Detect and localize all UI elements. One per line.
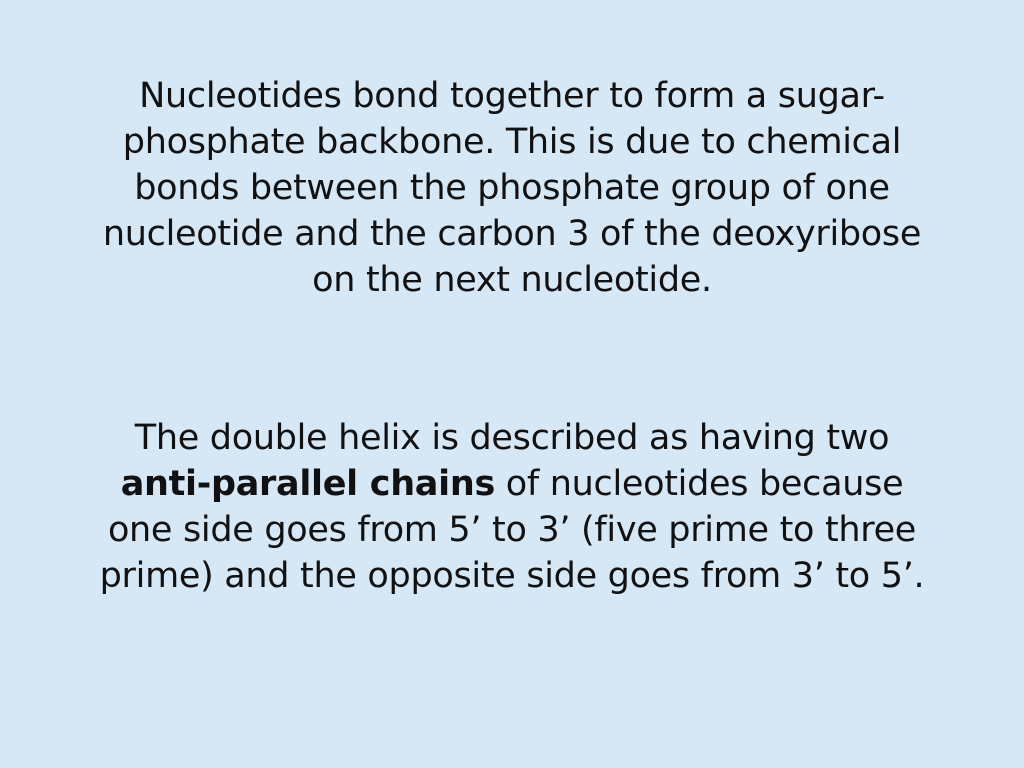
paragraph-double-helix xyxy=(92,415,932,599)
paragraph-sugar-phosphate-backbone: Nucleotides bond together to form a sugar-phosphate backbone. This is due to chemical bonds between the phosphate group of one nucleotide and the carbon 3 of the deoxyribose on the next nucleotide. xyxy=(102,76,922,300)
anti-parallel-chains-term: anti-parallel chains xyxy=(120,464,495,504)
paragraph-2-intro: The double helix is described as having two xyxy=(134,418,890,458)
paragraph-2-rest: of nucleotides because one side goes from 5’ to 3’ (five prime to three prime) and the opposite side goes from 3’ to 5’. xyxy=(99,464,925,596)
